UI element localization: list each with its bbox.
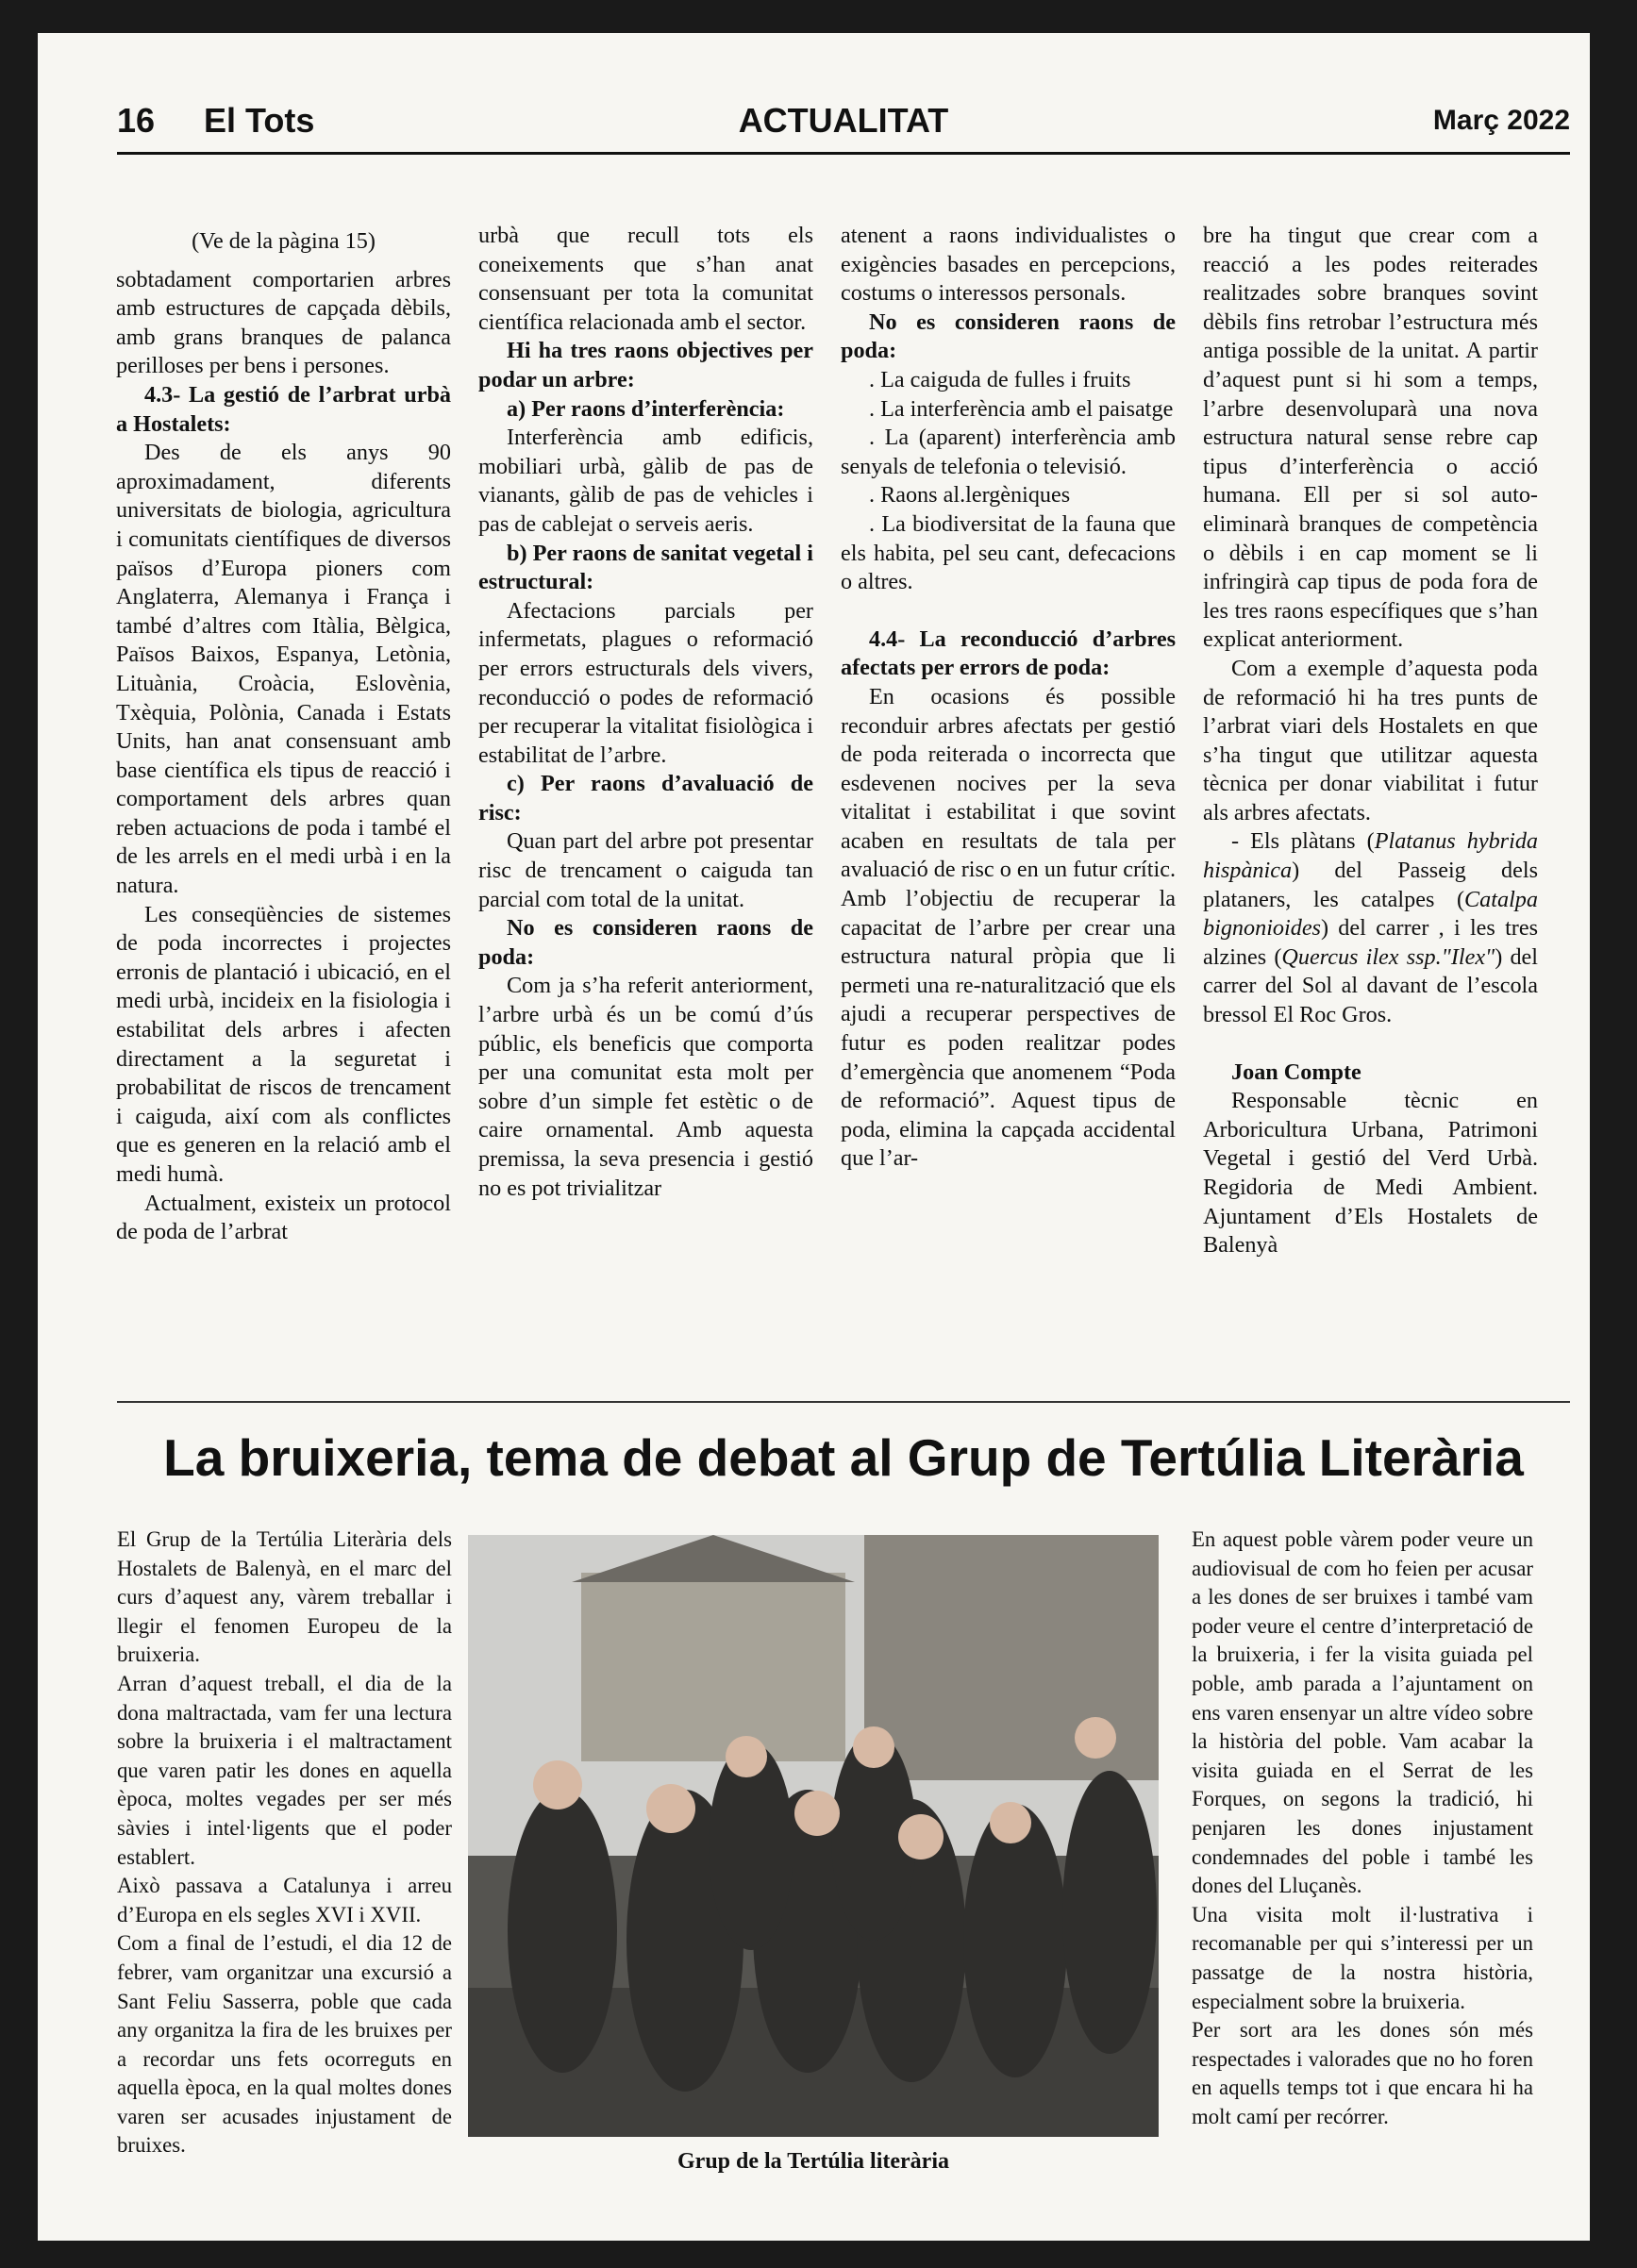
paragraph: Com ja s’ha referit anteriorment, l’arbre urbà és un be comú d’ús públic, els beneficis que comporta per una comunitat esta molt per sobre d’un simple fet estètic o de caire ornamental. Amb aquesta premissa, la seva presencia i gestió no es pot trivialitzar xyxy=(478,973,813,1201)
article-column-4 xyxy=(1203,222,1538,1260)
section-heading: 4.3- La gestió de l’arbrat urbà a Hostalets: xyxy=(116,381,451,437)
section-heading: No es consideren raons de poda: xyxy=(841,309,1176,364)
paragraph: - Els plàtans (Platanus hybrida hispànica) del Passeig dels plataners, les catalpes (Catalpa bignonioides) del carrer , i les tres alzines (Quercus ilex ssp."Ilex") del carrer del Sol al davant de l’escola bressol El Roc Gros. xyxy=(1203,828,1539,1028)
section-title: ACTUALITAT xyxy=(738,101,949,140)
list-item: . La interferència amb el paisatge xyxy=(869,395,1174,422)
author-name: Joan Compte xyxy=(1231,1059,1361,1085)
page-number: 16 xyxy=(117,101,156,140)
group-photo xyxy=(468,1535,1159,2137)
article2-right-column xyxy=(1192,1526,1533,2131)
section-heading: c) Per raons d’avaluació de risc: xyxy=(478,771,813,825)
issue-date: Març 2022 xyxy=(1432,105,1570,136)
article-title: La bruixeria, tema de debat al Grup de Tertúlia Literària xyxy=(163,1428,1524,1487)
publication-name: El Tots xyxy=(204,101,315,140)
article-column-3 xyxy=(841,222,1176,1174)
group-photo-illustration xyxy=(468,1535,1159,2137)
paragraph: Una visita molt il·lustrativa i recomanable per qui s’interessi per un passatge de la nostra història, especialment sobre la bruixeria. xyxy=(1192,1902,1533,2013)
photo-caption: Grup de la Tertúlia literària xyxy=(677,2149,949,2174)
paragraph: En ocasions és possible reconduir arbres afectats per gestió de poda reiterada o incorrecta que esdevenen nocives per la seva vitalitat i estabilitat i que sovint acaben en resultats de tala per avaluació de risc o en un futur crític. Amb l’objectiu de recuperar la capacitat de l’arbre per crear una estructura natural pròpia que li permeti una re-naturalització que els ajudi a recuperar perspectives de futur es poden realitzar podes d’emergència que anomenem “Poda de reformació”. Aquest tipus de poda, elimina la capçada accidental que l’ar- xyxy=(841,683,1176,1172)
paragraph: Com a final de l’estudi, el dia 12 de febrer, vam organitzar una excursió a Sant Feliu Sasserra, poble que cada any organitza la fira de les bruixes per a recordar uns fets ocorreguts en aquella època, en la qual moltes dones varen ser acusades injustament de bruixes. xyxy=(117,1931,452,2158)
continued-note: (Ve de la pàgina 15) xyxy=(192,228,376,254)
list-item: . La caiguda de fulles i fruits xyxy=(869,366,1131,392)
section-heading: No es consideren raons de poda: xyxy=(478,915,813,970)
article-separator xyxy=(117,1401,1570,1403)
article-column-1 xyxy=(116,222,451,1247)
paragraph: urbà que recull tots els coneixements que s’han anat consensuant per tota la comunitat científica relacionada amb el sector. xyxy=(478,223,813,335)
paragraph: Això passava a Catalunya i arreu d’Europa en els segles XVI i XVII. xyxy=(117,1874,452,1926)
paragraph: Des de els anys 90 aproximadament, diferents universitats de biologia, agricultura i comunitats científiques de diversos països d’Europa pioners com Anglaterra, Alemanya i França i també d’altres com Itàlia, Bèlgica, Països Baixos, Espanya, Letònia, Lituània, Croàcia, Eslovènia, Txèquia, Polònia, Canada i Estats Units, han anat consensuant amb base científica els tipus de reacció i comportament dels arbres quan reben actuacions de poda i també el de les arrels en el medi urbà i en la natura. xyxy=(116,440,451,899)
list-item: . La biodiversitat de la fauna que els habita, pel seu cant, defecacions o altres. xyxy=(841,510,1176,595)
section-heading: 4.4- La reconducció d’arbres afectats per errors de poda: xyxy=(841,625,1176,681)
list-item: . La (aparent) interferència amb senyals de telefonia o televisió. xyxy=(841,425,1176,479)
article2-left-column xyxy=(117,1526,452,2160)
paragraph: Afectacions parcials per infermetats, plagues o reformació per errors estructurals dels vivers, reconducció o podes de reformació per recuperar la vitalitat fisiològica i estabilitat de l’arbre. xyxy=(478,597,813,768)
paragraph: Per sort ara les dones són més respectades i valorades que no ho foren en aquells temps tot i que encara hi ha molt camí per recórrer. xyxy=(1192,2018,1533,2128)
author-role: Responsable tècnic en Arboricultura Urbana, Patrimoni Vegetal i gestió del Verd Urbà. Regidoria de Medi Ambient. Ajuntament d’Els Hostalets de Balenyà xyxy=(1203,1088,1538,1259)
paragraph: bre ha tingut que crear com a reacció a les podes reiterades realitzades sobre branques sovint dèbils fins retrobar l’estructura més antiga possible de la unitat. A partir d’aquest punt si hi som a temps, l’arbre desenvoluparà una nova estructura natural sense rebre cap tipus d’interferència o acció humana. Ell per si sol auto-eliminarà branques de competència o dèbils i en cap moment se li infringirà cap tipus de poda fora de les tres raons específiques que s’han explicat anteriorment. xyxy=(1203,223,1538,653)
page-header xyxy=(117,97,1570,155)
newspaper-page xyxy=(38,33,1590,2241)
paragraph: sobtadament comportarien arbres amb estructures de capçada dèbils, amb grans branques de palanca perilloses per bens i persones. xyxy=(116,266,451,379)
paragraph: En aquest poble vàrem poder veure un audiovisual de com ho feien per acusar a les dones de ser bruixes i també vam poder veure el centre d’interpretació de la bruixeria, i fer la visita guiada pel poble, amb parada a l’ajuntament on ens varen ensenyar un altre vídeo sobre la història del poble. Vam acabar la visita guiada en el Serrat de les Forques, on segons la tradició, hi penjaren les dones injustament condemnades del poble i també les dones del Lluçanès. xyxy=(1192,1527,1533,1898)
section-heading: Hi ha tres raons objectives per podar un arbre: xyxy=(478,338,813,392)
paragraph: Les conseqüències de sistemes de poda incorrectes i projectes erronis de plantació i ubicació, en el medi urbà, incideix en la fisiologia i estabilitat dels arbres i afecten directament a la seguretat i probabilitat de riscos de trencament i caiguda, així com als conflictes que es generen en la relació amb el medi humà. xyxy=(116,901,451,1187)
paragraph: atenent a raons individualistes o exigències basades en percepcions, costums o interessos personals. xyxy=(841,223,1176,307)
paragraph: Com a exemple d’aquesta poda de reformació hi ha tres punts de l’arbrat viari dels Hostalets en que s’ha tingut que utilitzar aquesta tècnica per donar viabilitat i futur als arbres afectats. xyxy=(1203,655,1538,825)
paragraph: Interferència amb edificis, mobiliari urbà, gàlib de pas de vianants, gàlib de pas de vehicles i pas de cablejat o serveis aeris. xyxy=(478,425,813,537)
list-item: . Raons al.lergèniques xyxy=(869,482,1071,509)
section-heading: a) Per raons d’interferència: xyxy=(507,395,785,422)
section-heading: b) Per raons de sanitat vegetal i estructural: xyxy=(478,540,813,595)
paragraph: El Grup de la Tertúlia Literària dels Hostalets de Balenyà, en el marc del curs d’aquest any, vàrem treballar i llegir el fenomen Europeu de la bruixeria. xyxy=(117,1527,452,1667)
paragraph: Quan part del arbre pot presentar risc de trencament o caiguda tan parcial com total de la unitat. xyxy=(478,828,813,912)
article-column-2 xyxy=(478,222,813,1203)
paragraph: Arran d’aquest treball, el dia de la dona maltractada, vam fer una lectura sobre la bruixeria i el maltractament que varen patir les dones en aquella època, moltes vegades per ser més sàvies i intel·ligents que el poder establert. xyxy=(117,1671,452,1869)
paragraph: Actualment, existeix un protocol de poda de l’arbrat xyxy=(116,1190,451,1245)
